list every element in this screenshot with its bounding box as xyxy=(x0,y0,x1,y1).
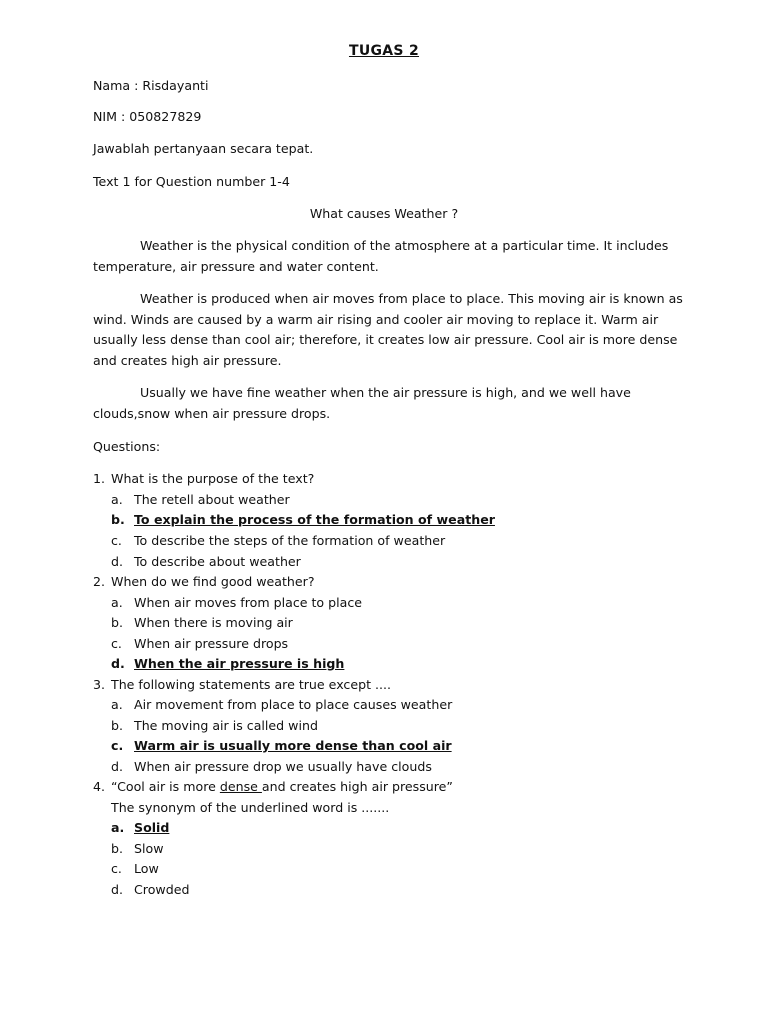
question-1: 1. What is the purpose of the text? xyxy=(93,471,315,486)
question-1-option-c: c. To describe the steps of the formation of weather xyxy=(111,533,446,548)
question-2: 2. When do we find good weather? xyxy=(93,574,315,589)
underlined-word: dense xyxy=(219,779,262,794)
question-1-option-a: a. The retell about weather xyxy=(111,492,290,507)
questions-label: Questions: xyxy=(93,439,161,454)
question-3-option-c-answer: c. Warm air is usually more dense than cool air xyxy=(111,738,452,753)
question-2-option-c: c. When air pressure drops xyxy=(111,636,289,651)
question-4-line-2: The synonym of the underlined word is ....... xyxy=(111,800,390,815)
question-1-option-b-answer: b. To explain the process of the formation of weather xyxy=(111,512,495,527)
instruction: Jawablah pertanyaan secara tepat. xyxy=(93,141,314,156)
question-2-option-a: a. When air moves from place to place xyxy=(111,595,363,610)
student-name: Nama : Risdayanti xyxy=(93,78,209,93)
question-4-option-a-answer: a. Solid xyxy=(111,820,170,835)
student-nim: NIM : 050827829 xyxy=(93,109,202,124)
question-4-option-b: b. Slow xyxy=(111,841,164,856)
paragraph-2: Weather is produced when air moves from place to place. This moving air is known as wind. Winds are caused by a warm air rising and cooler air moving to replace it. Warm air usually less dense than cool air; therefore, it creates low air pressure. Cool air is more dense and creates high air pressure. xyxy=(93,291,683,369)
text-reference: Text 1 for Question number 1-4 xyxy=(93,174,290,189)
question-3-option-a: a. Air movement from place to place causes weather xyxy=(111,697,453,712)
question-3-option-b: b. The moving air is called wind xyxy=(111,718,318,733)
paragraph-1: Weather is the physical condition of the atmosphere at a particular time. It includes temperature, air pressure and water content. xyxy=(93,238,669,274)
question-2-option-b: b. When there is moving air xyxy=(111,615,293,630)
question-4-option-d: d. Crowded xyxy=(111,882,190,897)
question-3-option-d: d. When air pressure drop we usually have clouds xyxy=(111,759,432,774)
question-2-option-d-answer: d. When the air pressure is high xyxy=(111,656,345,671)
document-title: TUGAS 2 xyxy=(348,43,420,59)
question-4-option-c: c. Low xyxy=(111,861,159,876)
question-1-option-d: d. To describe about weather xyxy=(111,554,301,569)
question-3: 3. The following statements are true except .... xyxy=(93,677,392,692)
question-4: 4. “Cool air is more dense and creates high air pressure” xyxy=(93,779,453,794)
paragraph-3: Usually we have fine weather when the air pressure is high, and we well have clouds,snow when air pressure drops. xyxy=(93,385,631,421)
text-heading: What causes Weather ? xyxy=(309,206,459,221)
